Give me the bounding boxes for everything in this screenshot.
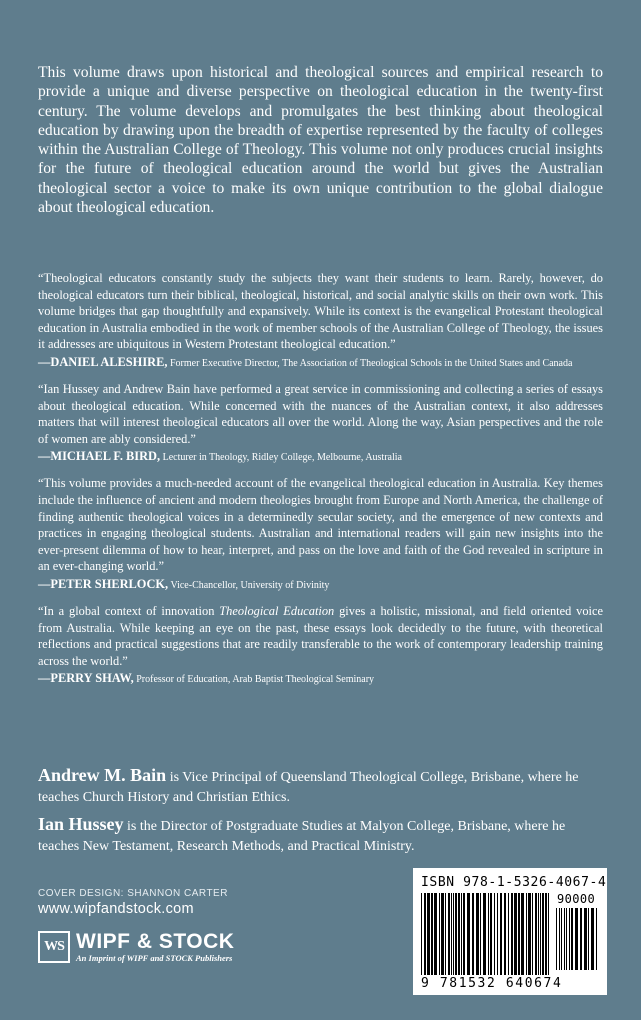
isbn-number: ISBN 978-1-5326-4067-4 xyxy=(421,875,607,890)
author-bio-bain xyxy=(38,765,603,808)
author-name: Andrew M. Bain xyxy=(38,765,167,785)
endorsement-quote: “Ian Hussey and Andrew Bain have performed a great service in commissioning and collecting a series of essays about theological education. While concerned with the nuances of the Australian context, it also addresses matters that will interest theological educators all over the world. Along the way, Asian perspectives and the role of women are ably considered.” xyxy=(38,381,603,446)
endorser-role: Vice-Chancellor, University of Divinity xyxy=(170,579,330,591)
barcode-bar xyxy=(421,893,422,975)
endorser-name: —MICHAEL F. BIRD, xyxy=(38,449,161,464)
barcode-bar xyxy=(424,893,426,975)
barcode-bar xyxy=(591,908,594,970)
barcode-bar xyxy=(580,908,582,970)
barcode-bar xyxy=(500,893,502,975)
barcode-bar xyxy=(571,908,573,970)
barcode-bar xyxy=(508,893,509,975)
book-title-italic: Theological Education xyxy=(219,603,335,618)
barcode-bar xyxy=(518,893,520,975)
barcode-bar xyxy=(483,893,486,975)
publisher-tagline: An Imprint of WIPF and STOCK Publishers xyxy=(76,953,233,963)
price-code: 90000 xyxy=(557,892,596,906)
barcode-bar xyxy=(532,893,533,975)
barcode-bar xyxy=(521,893,524,975)
barcode-bar xyxy=(569,908,570,970)
barcode-bar xyxy=(542,893,544,975)
barcode-bar xyxy=(427,893,430,975)
barcode-bar xyxy=(448,893,450,975)
barcode-bar xyxy=(441,893,444,975)
barcode-bar xyxy=(548,893,549,975)
barcode-bar xyxy=(556,908,557,970)
author-bios xyxy=(38,765,603,863)
barcode-bar xyxy=(588,908,589,970)
barcode-bar xyxy=(535,893,537,975)
endorsement-attribution xyxy=(38,577,603,593)
endorsement-quote xyxy=(38,603,603,669)
endorser-role: Former Executive Director, The Association of Theological Schools in the United States and Canada xyxy=(169,357,573,369)
barcode-bar xyxy=(514,893,517,975)
author-name: Ian Hussey xyxy=(38,814,124,834)
barcode-bar xyxy=(451,893,452,975)
barcode-bar xyxy=(559,908,560,970)
publisher-website: www.wipfandstock.com xyxy=(38,901,194,917)
barcode-digits: 9 781532 640674 xyxy=(421,976,563,991)
barcode-bar xyxy=(490,893,492,975)
barcode-bar xyxy=(494,893,495,975)
quote-text: gives a holistic, missional, and field oriented voice from Australia. While keeping an eye on the past, these essays look decidedly to the future, with theoretical reflections and practical suggestions that are readily transferable to the work of contemporary leadership training across the world.” xyxy=(38,603,603,668)
barcode-bar xyxy=(453,893,454,975)
barcode-bar xyxy=(575,908,578,970)
barcode-bar xyxy=(528,893,531,975)
barcode-bar xyxy=(561,908,562,970)
author-bio-hussey xyxy=(38,814,603,857)
endorsement-shaw xyxy=(38,603,603,687)
publisher-logo xyxy=(38,931,234,963)
author-bio-text: is the Director of Postgraduate Studies at Malyon College, Brisbane, where he teaches New Testament, Research Methods, and Practical Ministry. xyxy=(38,819,566,854)
barcode-bar xyxy=(488,893,489,975)
barcode-bar xyxy=(545,893,547,975)
barcode-bar xyxy=(497,893,498,975)
endorsement-attribution xyxy=(38,449,603,465)
endorsement-sherlock xyxy=(38,475,603,593)
endorser-name: —PERRY SHAW, xyxy=(38,671,134,686)
barcode-bar xyxy=(564,908,565,970)
barcode-bar xyxy=(584,908,587,970)
endorsement-attribution xyxy=(38,355,603,371)
endorsement-bird xyxy=(38,381,603,465)
book-description: This volume draws upon historical and theological sources and empirical research to provide a unique and diverse perspective on theological education in the twenty-first century. The volume develops and promulgates the best thinking about theological education by drawing upon the breadth of expertise represented by the faculty of colleges within the Australian College of Theology. This volume not only produces crucial insights for the future of theological education around the world but gives the Australian theological sector a voice to make its own unique contribution to the global dialogue about theological education. xyxy=(38,64,603,217)
barcode-bar xyxy=(472,893,474,975)
barcode-bar xyxy=(455,893,457,975)
publisher-credits xyxy=(38,888,234,963)
quote-text: “In a global context of innovation xyxy=(38,603,220,618)
endorsements xyxy=(38,270,603,697)
barcode-bar xyxy=(463,893,465,975)
barcode-bar xyxy=(596,908,597,970)
barcode-bar xyxy=(431,893,433,975)
barcode-bar xyxy=(461,893,462,975)
barcode-bars-icon xyxy=(421,893,551,975)
barcode-bar xyxy=(458,893,460,975)
endorser-name: —DANIEL ALESHIRE, xyxy=(38,354,168,369)
author-bio-text: is Vice Principal of Queensland Theological College, Brisbane, where he teaches Church History and Christian Ethics. xyxy=(38,770,579,805)
endorsement-quote: “Theological educators constantly study the subjects they want their students to learn. Rarely, however, do theological educators turn their biblical, theological, historical, and social analytic skills on their own work. This volume bridges that gap thoughtfully and expansively. While its context is the evangelical Protestant theological education in Australia embodied in the work of member schools of the Australian College of Theology, the issues it addresses are ubiquitous in Western Protestant theological education.” xyxy=(38,271,603,352)
barcode-bar xyxy=(480,893,481,975)
endorsement-attribution xyxy=(38,671,603,687)
barcode-bar xyxy=(511,893,513,975)
barcode-bar xyxy=(439,893,440,975)
endorser-name: —PETER SHERLOCK, xyxy=(38,576,169,591)
barcode-bar xyxy=(445,893,446,975)
addon-barcode-bars-icon xyxy=(556,908,600,970)
isbn-barcode xyxy=(413,868,607,995)
endorsement-aleshire xyxy=(38,270,603,371)
ws-logo-icon: WS xyxy=(38,931,70,963)
barcode-bar xyxy=(540,893,541,975)
endorser-role: Professor of Education, Arab Baptist Theological Seminary xyxy=(136,674,375,686)
publisher-name: WIPF & STOCK xyxy=(76,930,235,953)
cover-design-credit: COVER DESIGN: SHANNON CARTER xyxy=(38,888,228,899)
barcode-bar xyxy=(538,893,539,975)
barcode-bar xyxy=(526,893,527,975)
barcode-bar xyxy=(467,893,470,975)
endorser-role: Lecturer in Theology, Ridley College, Melbourne, Australia xyxy=(162,452,402,464)
barcode-bar xyxy=(504,893,506,975)
barcode-bar xyxy=(566,908,567,970)
barcode-bar xyxy=(434,893,437,975)
endorsement-quote: “This volume provides a much-needed account of the evangelical theological education in Australia. Key themes include the influence of ancient and modern theologies brought from Europe and North America, the challenge of finding authentic theological voices in a determinedly secular society, and the emergence of new contexts and practices in engaging theological students. Australian and international readers will gain new insights into the ever-present dilemma of how to hear, interpret, and pass on the love and faith of the God revealed in scripture in an ever-changing world.” xyxy=(38,476,603,574)
barcode-bar xyxy=(476,893,479,975)
